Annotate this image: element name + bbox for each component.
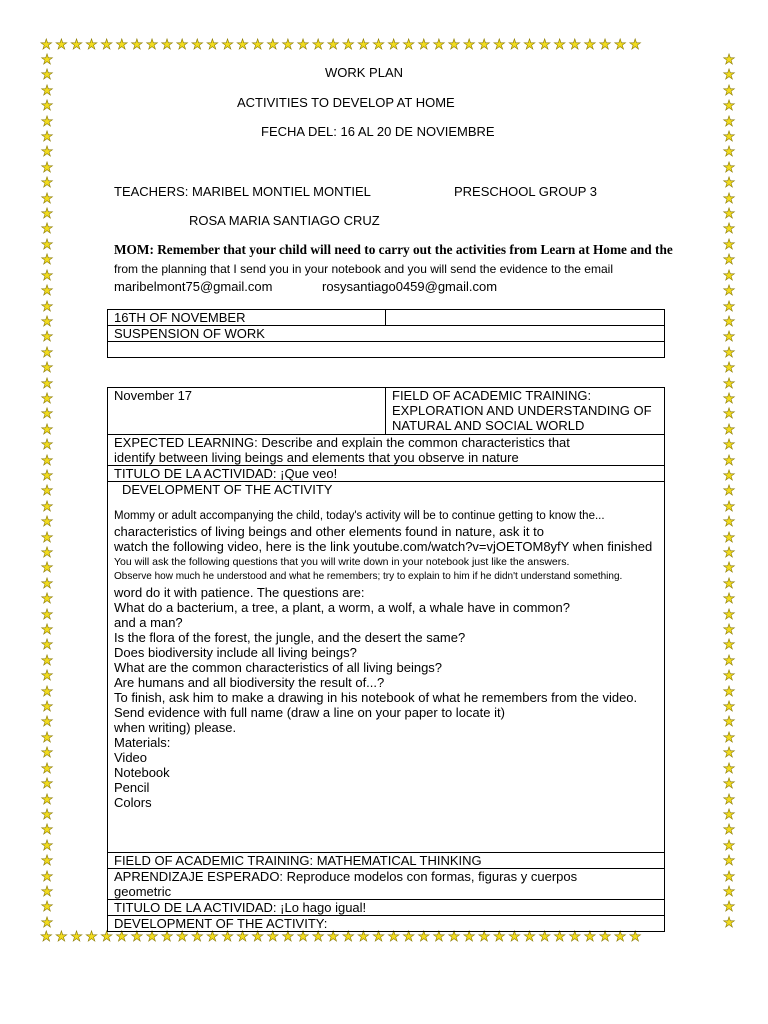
star-border-right: ★★★★★★★★★★★★★★★★★★★★★★★★★★★★★★★★★★★★★★★★★★★★★★★★★★★★★★★★★	[722, 51, 736, 930]
dev-text: Notebook	[114, 765, 170, 780]
table-november-16	[107, 309, 665, 358]
cell-aprendizaje	[108, 869, 665, 900]
dev-text: word do it with patience. The questions are:	[114, 585, 365, 600]
document-title: WORK PLAN	[325, 65, 404, 80]
expected-line: EXPECTED LEARNING: Describe and explain the common characteristics that	[114, 435, 570, 450]
teacher-second: ROSA MARIA SANTIAGO CRUZ	[189, 213, 380, 228]
cell-date-16: 16TH OF NOVEMBER	[108, 310, 386, 326]
group-label: PRESCHOOL GROUP 3	[454, 184, 598, 199]
star-border-top: ★★★★★★★★★★★★★★★★★★★★★★★★★★★★★★★★★★★★★★★★	[40, 36, 645, 52]
dev-text: What are the common characteristics of all living beings?	[114, 660, 443, 675]
dev-heading: DEVELOPMENT OF THE ACTIVITY	[122, 482, 333, 497]
star-border-bottom: ★★★★★★★★★★★★★★★★★★★★★★★★★★★★★★★★★★★★★★★★	[40, 928, 645, 944]
star-border-left: ★★★★★★★★★★★★★★★★★★★★★★★★★★★★★★★★★★★★★★★★★★★★★★★★★★★★★★★★★	[40, 51, 54, 930]
cell-empty	[386, 310, 665, 326]
aprendizaje-line: geometric	[114, 884, 172, 899]
expected-line: identify between living beings and elements that you observe in nature	[114, 450, 519, 465]
dev-text-small: Mommy or adult accompanying the child, today's activity will be to continue getting to know the...	[114, 510, 605, 522]
dev-text: Materials:	[114, 735, 171, 750]
cell-activity-title: TITULO DE LA ACTIVIDAD: ¡Que veo!	[108, 466, 665, 482]
cell-expected-learning	[108, 435, 665, 466]
cell-suspension: SUSPENSION OF WORK	[108, 326, 665, 342]
dev-text: characteristics of living beings and other elements found in nature, ask it to	[114, 524, 544, 539]
aprendizaje-line: APRENDIZAJE ESPERADO: Reproduce modelos con formas, figuras y cuerpos	[114, 869, 578, 884]
dev-text: when writing) please.	[114, 720, 237, 735]
email-rosy: rosysantiago0459@gmail.com	[322, 279, 498, 294]
cell-development-2: DEVELOPMENT OF THE ACTIVITY:	[108, 916, 665, 932]
teachers-label: TEACHERS: MARIBEL MONTIEL MONTIEL	[114, 184, 371, 199]
date-range: FECHA DEL: 16 AL 20 DE NOVIEMBRE	[261, 124, 495, 139]
dev-text-small: Observe how much he understood and what he remembers; try to explain to him if he didn't understand something.	[114, 571, 623, 582]
field-line: FIELD OF ACADEMIC TRAINING:	[392, 388, 592, 403]
dev-text: Video	[114, 750, 148, 765]
dev-text: Does biodiversity include all living beings?	[114, 645, 357, 660]
cell-field-training	[386, 388, 665, 435]
cell-development	[108, 482, 665, 853]
document-subtitle: ACTIVITIES TO DEVELOP AT HOME	[237, 95, 455, 110]
cell-field-math: FIELD OF ACADEMIC TRAINING: MATHEMATICAL THINKING	[108, 853, 665, 869]
cell-activity-title-2: TITULO DE LA ACTIVIDAD: ¡Lo hago igual!	[108, 900, 665, 916]
dev-text: What do a bacterium, a tree, a plant, a worm, a wolf, a whale have in common?	[114, 600, 570, 615]
field-line: EXPLORATION AND UNDERSTANDING OF	[392, 403, 652, 418]
cell-blank	[108, 342, 665, 358]
dev-text: To finish, ask him to make a drawing in his notebook of what he remembers from the video.	[114, 690, 638, 705]
field-line: NATURAL AND SOCIAL WORLD	[392, 418, 585, 433]
dev-text-small: You will ask the following questions that you will write down in your notebook just like the answers.	[114, 556, 570, 568]
dev-text: Are humans and all biodiversity the result of...?	[114, 675, 385, 690]
email-maribel: maribelmont75@gmail.com	[114, 279, 273, 294]
mom-note: MOM: Remember that your child will need to carry out the activities from Learn at Home and the	[114, 242, 673, 257]
dev-text: watch the following video, here is the link youtube.com/watch?v=vjOETOM8yfY when finished	[114, 539, 653, 554]
dev-text: Pencil	[114, 780, 150, 795]
dev-text: and a man?	[114, 615, 183, 630]
cell-date-17: November 17	[108, 388, 386, 435]
dev-text: Is the flora of the forest, the jungle, and the desert the same?	[114, 630, 466, 645]
planning-note: from the planning that I send you in your notebook and you will send the evidence to the email	[114, 262, 613, 276]
dev-text: Send evidence with full name (draw a line on your paper to locate it)	[114, 705, 505, 720]
dev-text: Colors	[114, 795, 152, 810]
table-november-17	[107, 387, 665, 932]
